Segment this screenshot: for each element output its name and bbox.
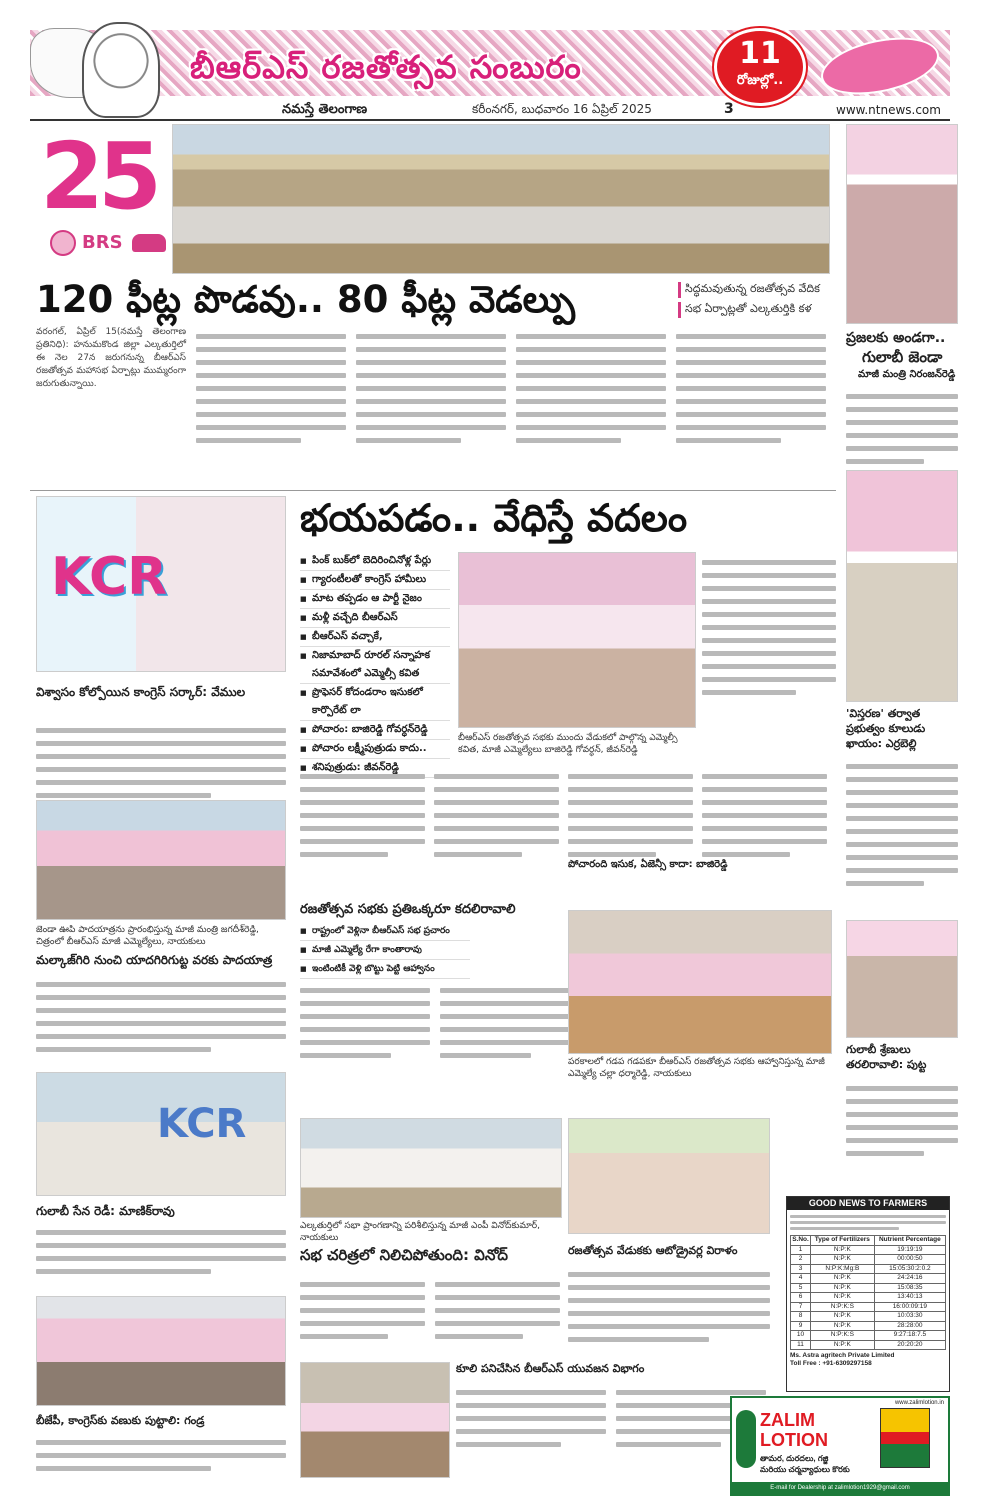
fertilizer-cell: 3: [791, 1264, 811, 1274]
sabha-headline: రజతోత్సవ సభకు ప్రతిఒక్కరూ కదలిరావాలి: [300, 902, 516, 917]
fertilizer-cell: 7: [791, 1302, 811, 1312]
fertilizer-cell: N:P:K: [811, 1245, 875, 1255]
fertilizer-cell: 10:03:30: [874, 1312, 945, 1322]
youth-headline: కూలి పనిచేసిన బీఆర్‌ఎస్ యువజన విభాగం: [456, 1362, 645, 1375]
countdown-badge: [714, 28, 806, 106]
main-story-photo: [458, 552, 696, 728]
side-photo-niranjan-reddy: [846, 124, 958, 324]
sabha-right-photo: [568, 910, 832, 1054]
main-story-body-bottom: [300, 766, 836, 896]
auto-drivers-photo: [568, 1118, 770, 1234]
fertilizer-cell: 19:19:19: [874, 1245, 945, 1255]
main-story-headline: భయపడం.. వేధిస్తే వదలం: [300, 496, 688, 540]
fertilizer-cell: N:P:K: [811, 1340, 875, 1350]
banner-title: బీఆర్‌ఎస్ రజతోత్సవ సంబురం: [190, 48, 582, 86]
sabha-bullet: ■ మాజీ ఎమ్మెల్యే రేగా కాంతారావు: [300, 941, 470, 960]
main-story-photo-caption: బీఆర్‌ఎస్ రజతోత్సవ సభకు ముందు వేడుకలో పాల్గొన్న ఎమ్మెల్సీ కవిత, మాజీ ఎమ్మెల్యేలు బాజిరెడ్డి గోవర్ధన్, జీవన్‌రెడ్డి: [458, 733, 678, 755]
main-story-body-right: [702, 552, 836, 762]
fertilizer-cell: N:P:K: [811, 1255, 875, 1265]
paper-name: నమస్తే తెలంగాణ: [282, 102, 368, 117]
main-bullet: ■ పోచారం లక్ష్మీపుత్రుడు కాదు..: [300, 740, 450, 759]
fertilizer-row: [791, 1283, 946, 1293]
fertilizer-ad-title: GOOD NEWS TO FARMERS: [787, 1197, 949, 1210]
auto-drivers-body: [568, 1264, 770, 1354]
fertilizer-row: [791, 1331, 946, 1341]
zalim-dragon-icon: [736, 1410, 756, 1468]
side-story-1-body: [846, 386, 958, 466]
main-bullet: ■ ప్రొఫెసర్ కోదండరాం ఇసుకలో కార్పొరేట్ లా: [300, 684, 450, 721]
padayatra-photo: [36, 800, 286, 920]
fertilizer-company: Ms. Astra agritech Private Limited: [790, 1352, 895, 1359]
fertilizer-table: [790, 1235, 946, 1350]
zalim-lotion-ad: [730, 1396, 950, 1496]
side-photo-errabelli: [846, 470, 958, 702]
fertilizer-cell: 4: [791, 1274, 811, 1284]
side-headline-putta: గులాబీ శ్రేణులు తరలిరావాలి: పుట్ట: [846, 1043, 927, 1071]
main-bullet: ■ మళ్లీ వచ్చేది బీఆర్‌ఎస్: [300, 609, 450, 628]
fertilizer-cell: 13:40:13: [874, 1293, 945, 1303]
fertilizer-row: [791, 1274, 946, 1284]
main-bullet: ■ మాట తప్పడం ఆ పార్టీ నైజం: [300, 590, 450, 609]
section-rule: [30, 490, 836, 491]
sabha-bullets: [300, 922, 470, 979]
side-byline-1: మాజీ మంత్రి నిరంజన్‌రెడ్డి: [858, 369, 956, 380]
fertilizer-cell: 6: [791, 1293, 811, 1303]
zalim-footer: E-mail for Dealership at zalimlotion1929@gmail.com: [732, 1482, 948, 1494]
side-story-3-body: [846, 1078, 958, 1188]
kcr-story-headline: విశ్వాసం కోల్పోయిన కాంగ్రెస్ సర్కార్: వేముల: [36, 685, 246, 699]
fertilizer-cell: 28:28:00: [874, 1321, 945, 1331]
fertilizer-cell: 10: [791, 1331, 811, 1341]
gulabi-sena-wall-text: KCR: [157, 1101, 247, 1147]
fertilizer-cell: N:P:K: [811, 1312, 875, 1322]
kcr-wall-painting-photo: [36, 496, 286, 672]
auto-drivers-headline: రజతోత్సవ వేడుకకు ఆటోడ్రైవర్ల విరాళం: [568, 1244, 738, 1257]
fertilizer-row: [791, 1293, 946, 1303]
fertilizer-cell: N:P:K: [811, 1293, 875, 1303]
zalim-website: www.zalimlotion.in: [894, 1400, 944, 1406]
main-bullet: ■ శనిపుత్రుడు: జీవన్‌రెడ్డి: [300, 759, 450, 778]
side-headline-2: గులాబీ జెండా: [862, 348, 943, 366]
countdown-label: రోజుల్లో..: [736, 73, 784, 88]
youth-photo: [300, 1362, 450, 1478]
fertilizer-cell: 16:00:09:19: [874, 1302, 945, 1312]
padayatra-caption: జెండా ఊపి పాదయాత్రను ప్రారంభిస్తున్న మాజీ మంత్రి జగదీశ్‌రెడ్డి, చిత్రంలో బీఆర్‌ఎస్ మాజీ ఎమ్మెల్యేలు, నాయకులు: [36, 925, 259, 947]
side-headline-errabelli: 'విస్తరణ' తర్వాత ప్రభుత్వం కూలుడు ఖాయం: ఎర్రబెల్లి: [846, 707, 926, 750]
kcr-wall-text: KCR: [51, 547, 168, 607]
main-story-subhead: పోచారంది ఇసుక, ఏజెన్సీ కాదా: బాజిరెడ్డి: [568, 859, 728, 870]
venue-ground-photo: [172, 124, 830, 274]
fertilizer-cell: 15:05:30:2:0.2: [874, 1264, 945, 1274]
zalim-product-box: [880, 1408, 930, 1468]
sabha-right-caption: పరకాలలో గడప గడపకూ బీఆర్‌ఎస్ రజతోత్సవ సభకు ఆహ్వానిస్తున్న మాజీ ఎమ్మెల్యే చల్లా ధర్మారెడ్డి, నాయకులు: [568, 1057, 825, 1079]
gulabi-sena-headline: గులాబీ సేన రెడీ: మాణిక్‌రావు: [36, 1204, 175, 1218]
fertilizer-cell: 2: [791, 1255, 811, 1265]
youth-body: [456, 1382, 770, 1478]
main-bullet: ■ గ్యారంటీలతో కాంగ్రెస్ హామీలు: [300, 571, 450, 590]
fertilizer-cell: 00:00:50: [874, 1255, 945, 1265]
fertilizer-cell: 9: [791, 1321, 811, 1331]
fertilizer-cell: 11: [791, 1340, 811, 1350]
sabha-bullet: ■ రాష్ట్రంలో వెళ్లినా బీఆర్‌ఎస్ సభ ప్రచారం: [300, 922, 470, 941]
vinod-caption: ఎల్కతుర్తిలో సభా ప్రాంగణాన్ని పరిశీలిస్తున్న మాజీ ఎంపీ వినోద్‌కుమార్, నాయకులు: [300, 1221, 540, 1243]
fertilizer-cell: N:P:K: [811, 1274, 875, 1284]
padayatra-headline: మల్కాజ్‌గిరి నుంచి యాదగిరిగుట్ట వరకు పాదయాత్ర: [36, 953, 273, 967]
lead-intro-text: వరంగల్, ఏప్రిల్ 15(నమస్తే తెలంగాణ ప్రతినిధి): హనుమకొండ జిల్లా ఎల్కతుర్తిలో ఈ నెల 27న జరుగనున్న బీఆర్‌ఎస్ రజతోత్సవ మహాసభ ఏర్పాట్లు ముమ్మరంగా జరుగుతున్నాయి.: [36, 327, 186, 389]
lead-headline: 120 ఫీట్ల పొడవు.. 80 ఫీట్ల వెడల్పు: [36, 278, 576, 321]
padayatra-body: [36, 974, 286, 1054]
side-photo-putta: [846, 920, 958, 1038]
col-type: Type of Fertilizers: [811, 1236, 875, 1246]
fertilizer-cell: 5: [791, 1283, 811, 1293]
main-bullet: ■ నిజామాబాద్ రూరల్ సన్నాహక సమావేశంలో ఎమ్మెల్సీ కవిత: [300, 647, 450, 684]
fertilizer-row: [791, 1264, 946, 1274]
fertilizer-cell: 9:27:18:7.5: [874, 1331, 945, 1341]
vinod-body: [300, 1274, 562, 1354]
leader-portrait-sketch: [82, 22, 160, 118]
logo-avatar: [50, 230, 76, 256]
logo-text: BRS: [82, 232, 123, 253]
page-number: 3: [724, 101, 734, 117]
main-bullet: ■ బీఆర్‌ఎస్ వచ్చాకే,: [300, 628, 450, 647]
sabha-bullet: ■ ఇంటింటికీ వెళ్లి బొట్టు పెట్టి ఆహ్వానం: [300, 960, 470, 979]
gulabi-sena-photo: [36, 1072, 286, 1196]
main-bullet: ■ పింక్ బుక్‌లో బెదిరించినోళ్ల పేర్లు: [300, 552, 450, 571]
gandra-rally-photo: [36, 1296, 286, 1406]
fertilizer-ad: [786, 1196, 950, 1392]
fertilizer-cell: N:P:K:Mg:B: [811, 1264, 875, 1274]
fertilizer-cell: 1: [791, 1245, 811, 1255]
lead-kicker-1: సిద్ధమవుతున్న రజతోత్సవ వేదిక: [678, 282, 820, 298]
fertilizer-row: [791, 1312, 946, 1322]
vinod-headline: సభ చరిత్రలో నిలిచిపోతుంది: వినోద్: [300, 1246, 508, 1264]
fertilizer-cell: 20:20:20: [874, 1340, 945, 1350]
col-nutrient: Nutrient Percentage: [874, 1236, 945, 1246]
dateline: కరీంనగర్, బుధవారం 16 ఏప్రిల్ 2025: [472, 102, 652, 116]
main-bullet: ■ పోచారం: బాజిరెడ్డి గోవర్ధన్‌రెడ్డి: [300, 721, 450, 740]
fertilizer-row: [791, 1255, 946, 1265]
zalim-tagline-2: మరియు చర్మవ్యాధులు కొరకు: [760, 1465, 850, 1474]
zalim-tagline-1: తామర, దురదలు, గజ్జి: [760, 1454, 829, 1463]
fertilizer-cell: N:P:K:S: [811, 1331, 875, 1341]
main-story-bullets: [300, 552, 450, 778]
fertilizer-row: [791, 1302, 946, 1312]
gandra-headline: బీజేపీ, కాంగ్రెస్‌కు వణుకు పుట్టాలి: గండ్ర: [36, 1414, 205, 1427]
anniversary-number: 25: [40, 123, 157, 230]
anniversary-logo: [40, 122, 172, 262]
gulabi-sena-body: [36, 1222, 286, 1286]
sabha-body: [300, 980, 570, 1090]
gandra-body: [36, 1432, 286, 1482]
col-sno: S.No.: [792, 1236, 809, 1243]
zalim-brand-1: ZALIM: [760, 1410, 815, 1430]
side-story-2-body: [846, 756, 958, 916]
fertilizer-cell: 15:08:35: [874, 1283, 945, 1293]
masthead-rule: [30, 119, 950, 121]
fertilizer-cell: 8: [791, 1312, 811, 1322]
kcr-story-body: [36, 720, 286, 800]
zalim-brand-2: LOTION: [760, 1430, 828, 1450]
fertilizer-cell: N:P:K:S: [811, 1302, 875, 1312]
fertilizer-cell: 24:24:16: [874, 1274, 945, 1284]
fertilizer-cell: N:P:K: [811, 1321, 875, 1331]
lead-kicker-2: సభ ఏర్పాట్లతో ఎల్కతుర్తికి కళ: [678, 302, 812, 318]
vinod-photo: [300, 1118, 562, 1218]
countdown-number: 11: [739, 36, 781, 71]
lead-intro: [36, 326, 832, 488]
website: www.ntnews.com: [836, 103, 941, 117]
fertilizer-row: [791, 1340, 946, 1350]
fertilizer-cell: N:P:K: [811, 1283, 875, 1293]
side-headline-1: ప్రజలకు అండగా..: [846, 330, 946, 346]
fertilizer-tollfree: Toll Free : +91-6309297158: [790, 1360, 872, 1367]
fertilizer-row: [791, 1245, 946, 1255]
car-icon: [132, 234, 166, 252]
fertilizer-row: [791, 1321, 946, 1331]
